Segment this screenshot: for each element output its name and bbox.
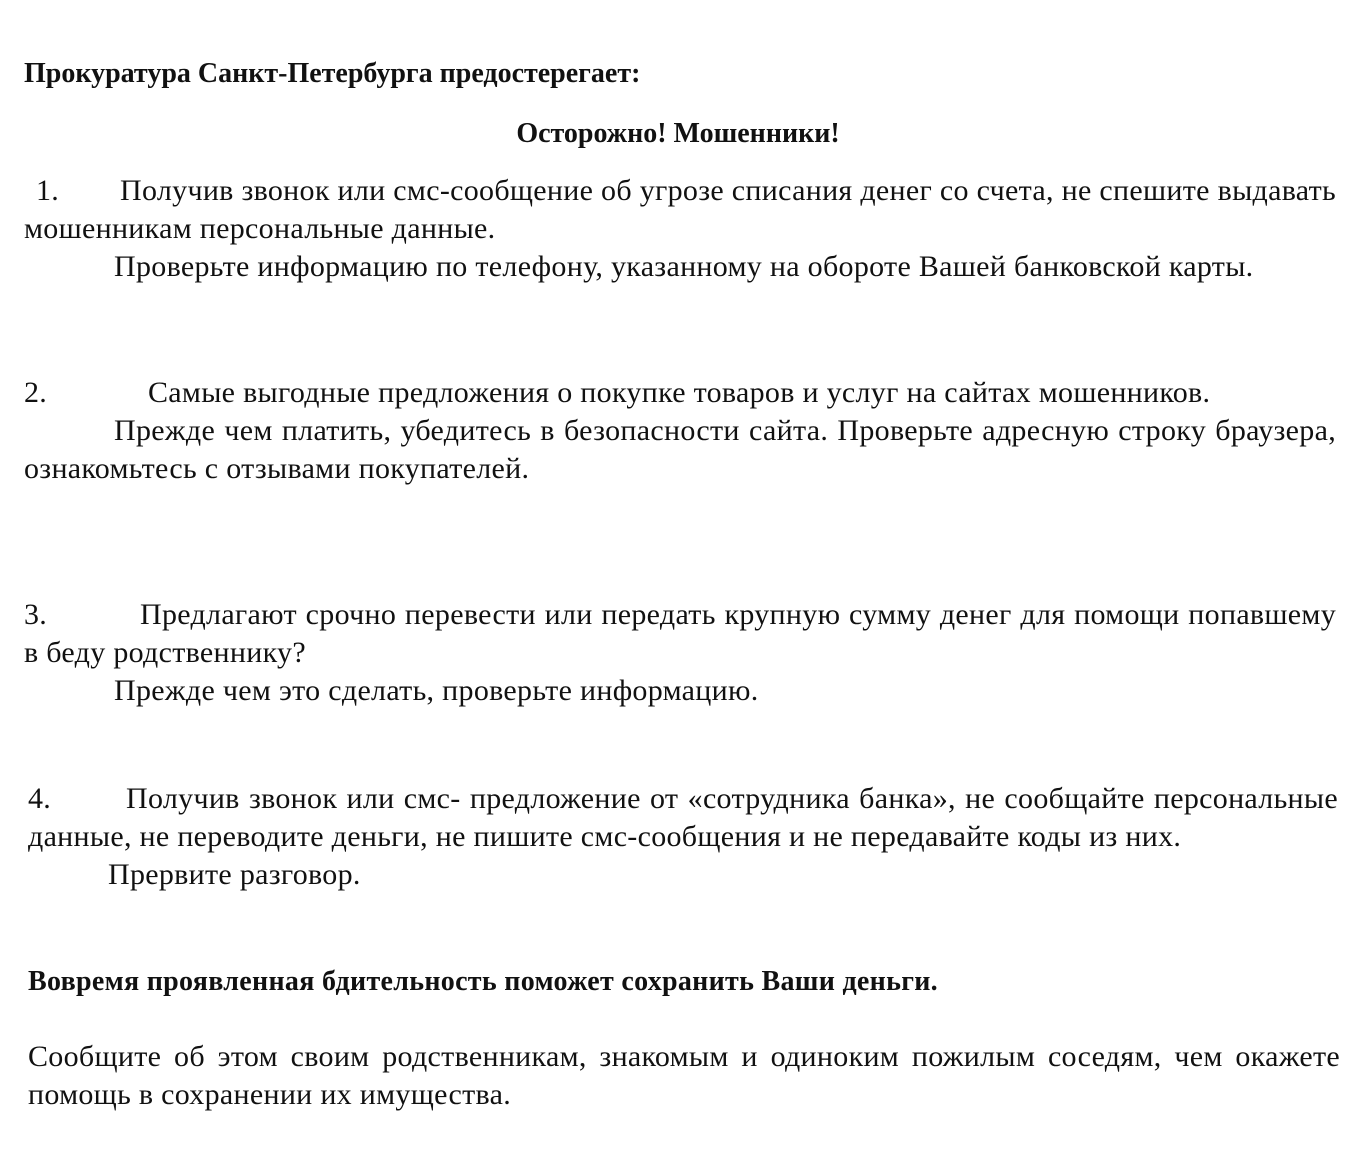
warning-item-number: 1. bbox=[36, 174, 60, 207]
warning-item-advice: Прервите разговор. bbox=[108, 858, 361, 891]
warning-item-text: Предлагают срочно перевести или передать крупную сумму денег для помощи попавшему в беду родственнику? bbox=[24, 598, 1336, 669]
warning-item-text: Получив звонок или смс- предложение от «сотрудника банка», не сообщайте персональные данные, не переводите деньги, не пишите смс-сообщения и не передавайте коды из них. bbox=[28, 782, 1338, 853]
document-heading: Прокуратура Санкт-Петербурга предостерегает: bbox=[24, 58, 641, 89]
footer-note: Сообщите об этом своим родственникам, знакомым и одиноким пожилым соседям, чем окажете помощь в сохранении их имущества. bbox=[28, 1040, 1340, 1111]
warning-item-lead bbox=[28, 780, 1338, 856]
warning-item-lead bbox=[24, 596, 1336, 672]
warning-item-3 bbox=[24, 596, 1336, 710]
warning-item-1 bbox=[24, 172, 1336, 286]
warning-item-4 bbox=[28, 780, 1338, 894]
warning-item-text: Самые выгодные предложения о покупке товаров и услуг на сайтах мошенников. bbox=[148, 376, 1211, 409]
warning-item-number: 3. bbox=[24, 598, 48, 631]
warning-item-advice: Прежде чем платить, убедитесь в безопасности сайта. Проверьте адресную строку браузера, ознакомьтесь с отзывами покупателей. bbox=[24, 414, 1336, 485]
document-subheading: Осторожно! Мошенники! bbox=[516, 118, 840, 149]
warning-item-number: 4. bbox=[28, 782, 52, 815]
closing-statement: Вовремя проявленная бдительность поможет сохранить Ваши деньги. bbox=[28, 966, 938, 997]
warning-item-lead bbox=[24, 374, 1336, 412]
warning-item-number: 2. bbox=[24, 376, 48, 409]
warning-item-advice: Проверьте информацию по телефону, указанному на обороте Вашей банковской карты. bbox=[114, 250, 1254, 283]
warning-item-advice: Прежде чем это сделать, проверьте информацию. bbox=[114, 674, 759, 707]
warning-item-lead bbox=[24, 172, 1336, 248]
warning-item-2 bbox=[24, 374, 1336, 488]
warning-item-text: Получив звонок или смс-сообщение об угрозе списания денег со счета, не спешите выдавать мошенникам персональные данные. bbox=[24, 174, 1336, 245]
